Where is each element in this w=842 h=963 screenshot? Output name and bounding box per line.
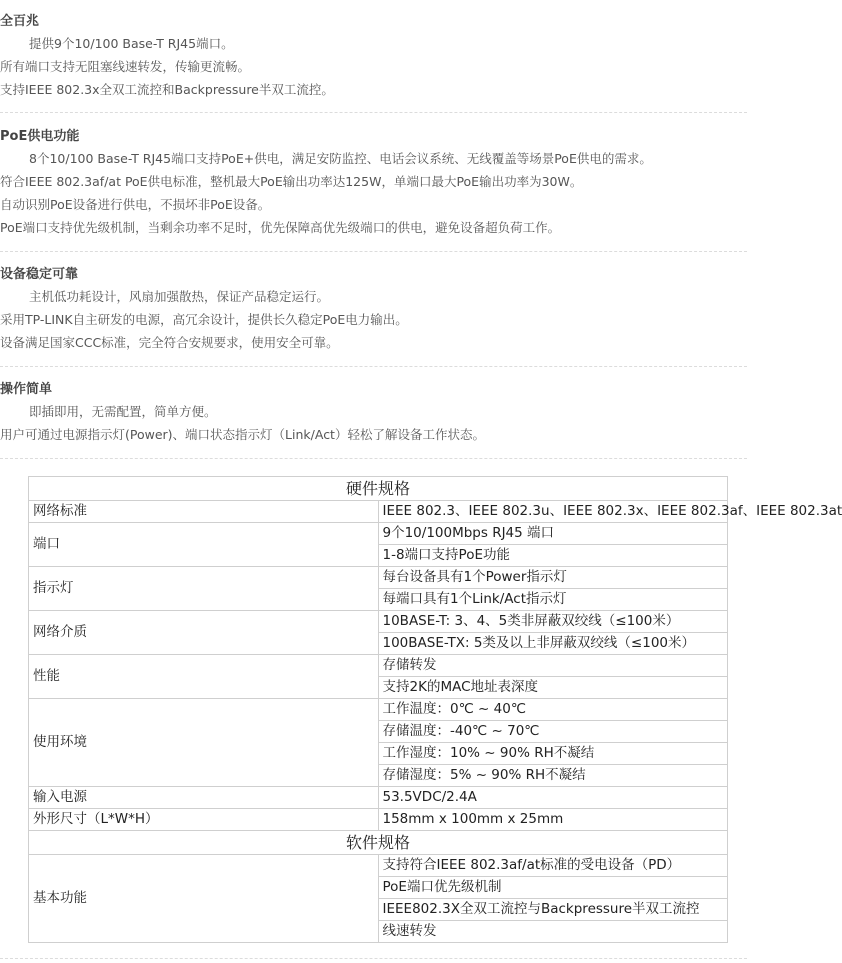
section-divider bbox=[0, 112, 747, 113]
row-label: 基本功能 bbox=[29, 855, 379, 943]
row-value: 100BASE-TX: 5类及以上非屏蔽双绞线（≤100米） bbox=[378, 633, 728, 655]
table-header-row bbox=[29, 477, 728, 501]
feature-section-stability bbox=[0, 265, 747, 354]
row-value: 每台设备具有1个Power指示灯 bbox=[378, 567, 728, 589]
section-line: 8个10/100 Base-T RJ45端口支持PoE+供电，满足安防监控、电话会议系统、无线覆盖等场景PoE供电的需求。 bbox=[29, 151, 652, 166]
table-row bbox=[29, 611, 728, 633]
section-line: 设备满足国家CCC标准，完全符合安规要求，使用安全可靠。 bbox=[0, 335, 339, 350]
table-row bbox=[29, 523, 728, 545]
section-divider bbox=[0, 366, 747, 367]
feature-section-poe bbox=[0, 127, 747, 239]
row-value: 158mm x 100mm x 25mm bbox=[378, 809, 728, 831]
table-row bbox=[29, 855, 728, 877]
row-label: 输入电源 bbox=[29, 787, 379, 809]
table-row bbox=[29, 501, 728, 523]
row-label: 端口 bbox=[29, 523, 379, 567]
section-divider bbox=[0, 251, 747, 252]
section-line: 即插即用，无需配置，简单方便。 bbox=[29, 404, 217, 419]
table-header-row bbox=[29, 831, 728, 855]
row-value: 支持2K的MAC地址表深度 bbox=[378, 677, 728, 699]
table-row bbox=[29, 699, 728, 721]
table-row bbox=[29, 655, 728, 677]
bottom-divider bbox=[0, 958, 747, 959]
row-value: 存储湿度：5% ~ 90% RH不凝结 bbox=[378, 765, 728, 787]
row-label: 网络标准 bbox=[29, 501, 379, 523]
section-title: 操作简单 bbox=[0, 382, 53, 397]
section-line: PoE端口支持优先级机制，当剩余功率不足时，优先保障高优先级端口的供电，避免设备超负荷工作。 bbox=[0, 220, 561, 235]
row-value: 工作湿度：10% ~ 90% RH不凝结 bbox=[378, 743, 728, 765]
row-value: IEEE 802.3、IEEE 802.3u、IEEE 802.3x、IEEE 802.3af、IEEE 802.3at bbox=[378, 501, 728, 523]
software-spec-title: 软件规格 bbox=[29, 831, 728, 855]
section-line: 支持IEEE 802.3x全双工流控和Backpressure半双工流控。 bbox=[0, 82, 334, 97]
section-line: 提供9个10/100 Base-T RJ45端口。 bbox=[29, 36, 234, 51]
section-title: PoE供电功能 bbox=[0, 129, 80, 144]
row-label: 性能 bbox=[29, 655, 379, 699]
section-title: 全百兆 bbox=[0, 14, 40, 29]
row-value: 工作温度：0℃ ~ 40℃ bbox=[378, 699, 728, 721]
feature-section-easy-operation bbox=[0, 380, 747, 446]
row-value: 支持符合IEEE 802.3af/at标准的受电设备（PD） bbox=[378, 855, 728, 877]
row-value: IEEE802.3X全双工流控与Backpressure半双工流控 bbox=[378, 899, 728, 921]
section-line: 自动识别PoE设备进行供电，不损坏非PoE设备。 bbox=[0, 197, 271, 212]
section-line: 所有端口支持无阻塞线速转发，传输更流畅。 bbox=[0, 59, 251, 74]
spec-table bbox=[28, 476, 842, 943]
row-value: 每端口具有1个Link/Act指示灯 bbox=[378, 589, 728, 611]
row-label: 网络介质 bbox=[29, 611, 379, 655]
feature-section-full-100m bbox=[0, 12, 747, 101]
row-value: 线速转发 bbox=[378, 921, 728, 943]
row-label: 外形尺寸（L*W*H） bbox=[29, 809, 379, 831]
section-line: 主机低功耗设计，风扇加强散热，保证产品稳定运行。 bbox=[29, 289, 330, 304]
row-value: 存储温度：-40℃ ~ 70℃ bbox=[378, 721, 728, 743]
section-divider bbox=[0, 458, 747, 459]
row-value: 1-8端口支持PoE功能 bbox=[378, 545, 728, 567]
hardware-spec-title: 硬件规格 bbox=[29, 477, 728, 501]
row-value: 存储转发 bbox=[378, 655, 728, 677]
row-value: 53.5VDC/2.4A bbox=[378, 787, 728, 809]
section-line: 用户可通过电源指示灯(Power)、端口状态指示灯（Link/Act）轻松了解设备工作状态。 bbox=[0, 427, 485, 442]
row-label: 指示灯 bbox=[29, 567, 379, 611]
section-title: 设备稳定可靠 bbox=[0, 267, 79, 282]
row-label: 使用环境 bbox=[29, 699, 379, 787]
table-row bbox=[29, 787, 728, 809]
section-line: 符合IEEE 802.3af/at PoE供电标准，整机最大PoE输出功率达125W，单端口最大PoE输出功率为30W。 bbox=[0, 174, 583, 189]
table-row bbox=[29, 809, 728, 831]
section-line: 采用TP-LINK自主研发的电源，高冗余设计，提供长久稳定PoE电力输出。 bbox=[0, 312, 408, 327]
row-value: PoE端口优先级机制 bbox=[378, 877, 728, 899]
row-value: 9个10/100Mbps RJ45 端口 bbox=[378, 523, 728, 545]
table-row bbox=[29, 567, 728, 589]
row-value: 10BASE-T: 3、4、5类非屏蔽双绞线（≤100米） bbox=[378, 611, 728, 633]
